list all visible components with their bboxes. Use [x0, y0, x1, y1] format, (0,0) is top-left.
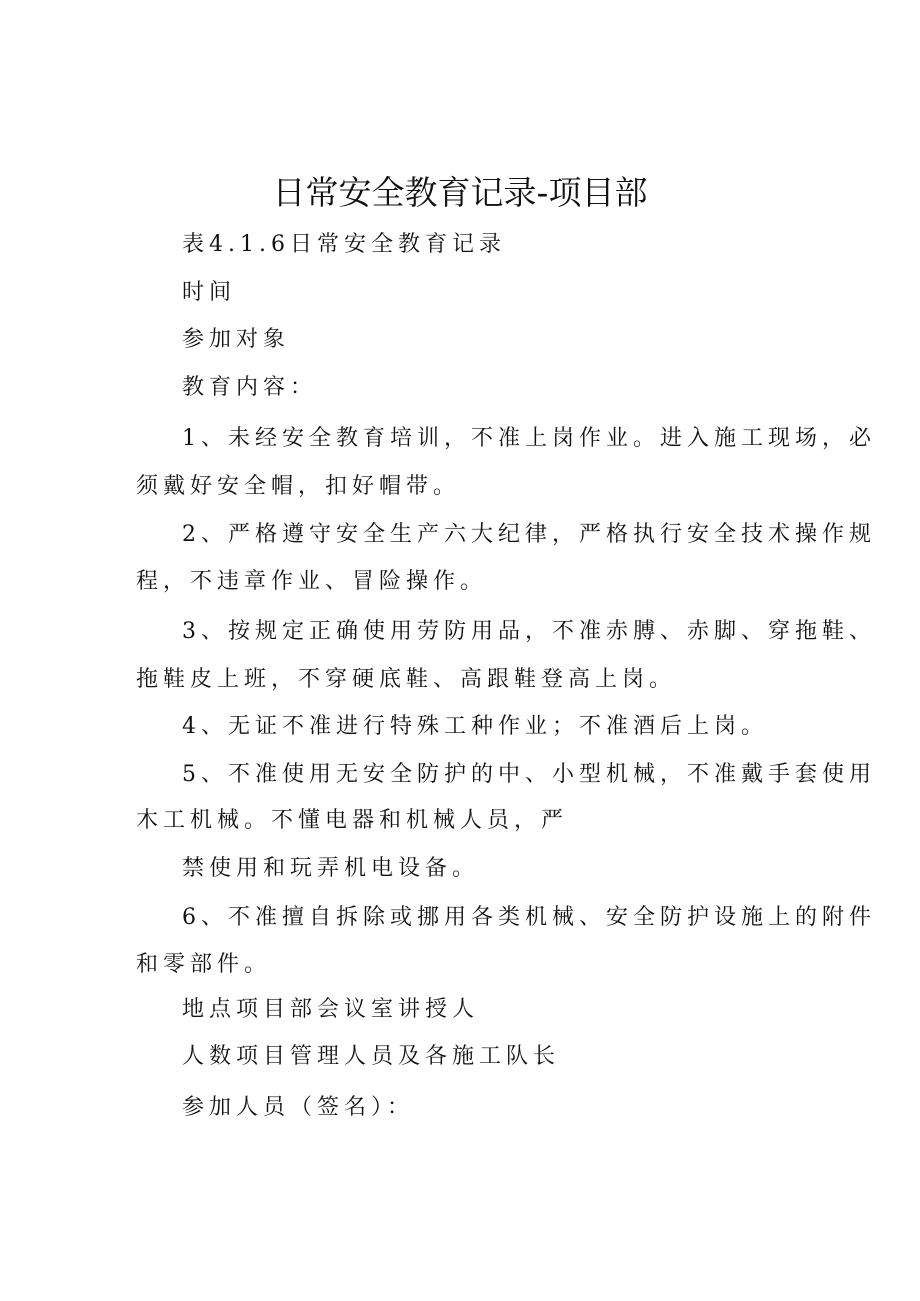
item-5-line-2: 木工机械。不懂电器和机械人员，严	[136, 808, 569, 833]
education-content-label: 教育内容：	[182, 375, 318, 400]
item-2-line-1: 2、严格遵守安全生产六大纪律，严格执行安全技术操作规	[182, 522, 876, 547]
item-5-line-3: 禁使用和玩弄机电设备。	[182, 856, 480, 881]
item-1-line-2: 须戴好安全帽，扣好帽带。	[136, 474, 461, 499]
participants-target-label: 参加对象	[182, 327, 291, 352]
item-3-line-1: 3、按规定正确使用劳防用品，不准赤膊、赤脚、穿拖鞋、	[182, 619, 876, 644]
table-reference: 表4.1.6日常安全教育记录	[182, 232, 506, 257]
location-line: 地点项目部会议室讲授人	[182, 997, 480, 1022]
time-label: 时间	[182, 280, 237, 305]
item-1-line-1: 1、未经安全教育培训，不准上岗作业。进入施工现场，必	[182, 426, 876, 451]
item-2-line-2: 程，不违章作业、冒险操作。	[136, 569, 488, 594]
headcount-line: 人数项目管理人员及各施工队长	[182, 1044, 561, 1069]
item-4-line-1: 4、无证不准进行特殊工种作业；不准酒后上岗。	[182, 714, 768, 739]
item-5-line-1: 5、不准使用无安全防护的中、小型机械，不准戴手套使用	[182, 762, 876, 787]
item-6-line-1: 6、不准擅自拆除或挪用各类机械、安全防护设施上的附件	[182, 905, 876, 930]
signature-line: 参加人员（签名）：	[182, 1095, 415, 1120]
item-6-line-2: 和零部件。	[136, 952, 272, 977]
item-3-line-2: 拖鞋皮上班，不穿硬底鞋、高跟鞋登高上岗。	[136, 667, 677, 692]
document-title: 日常安全教育记录-项目部	[272, 173, 648, 212]
